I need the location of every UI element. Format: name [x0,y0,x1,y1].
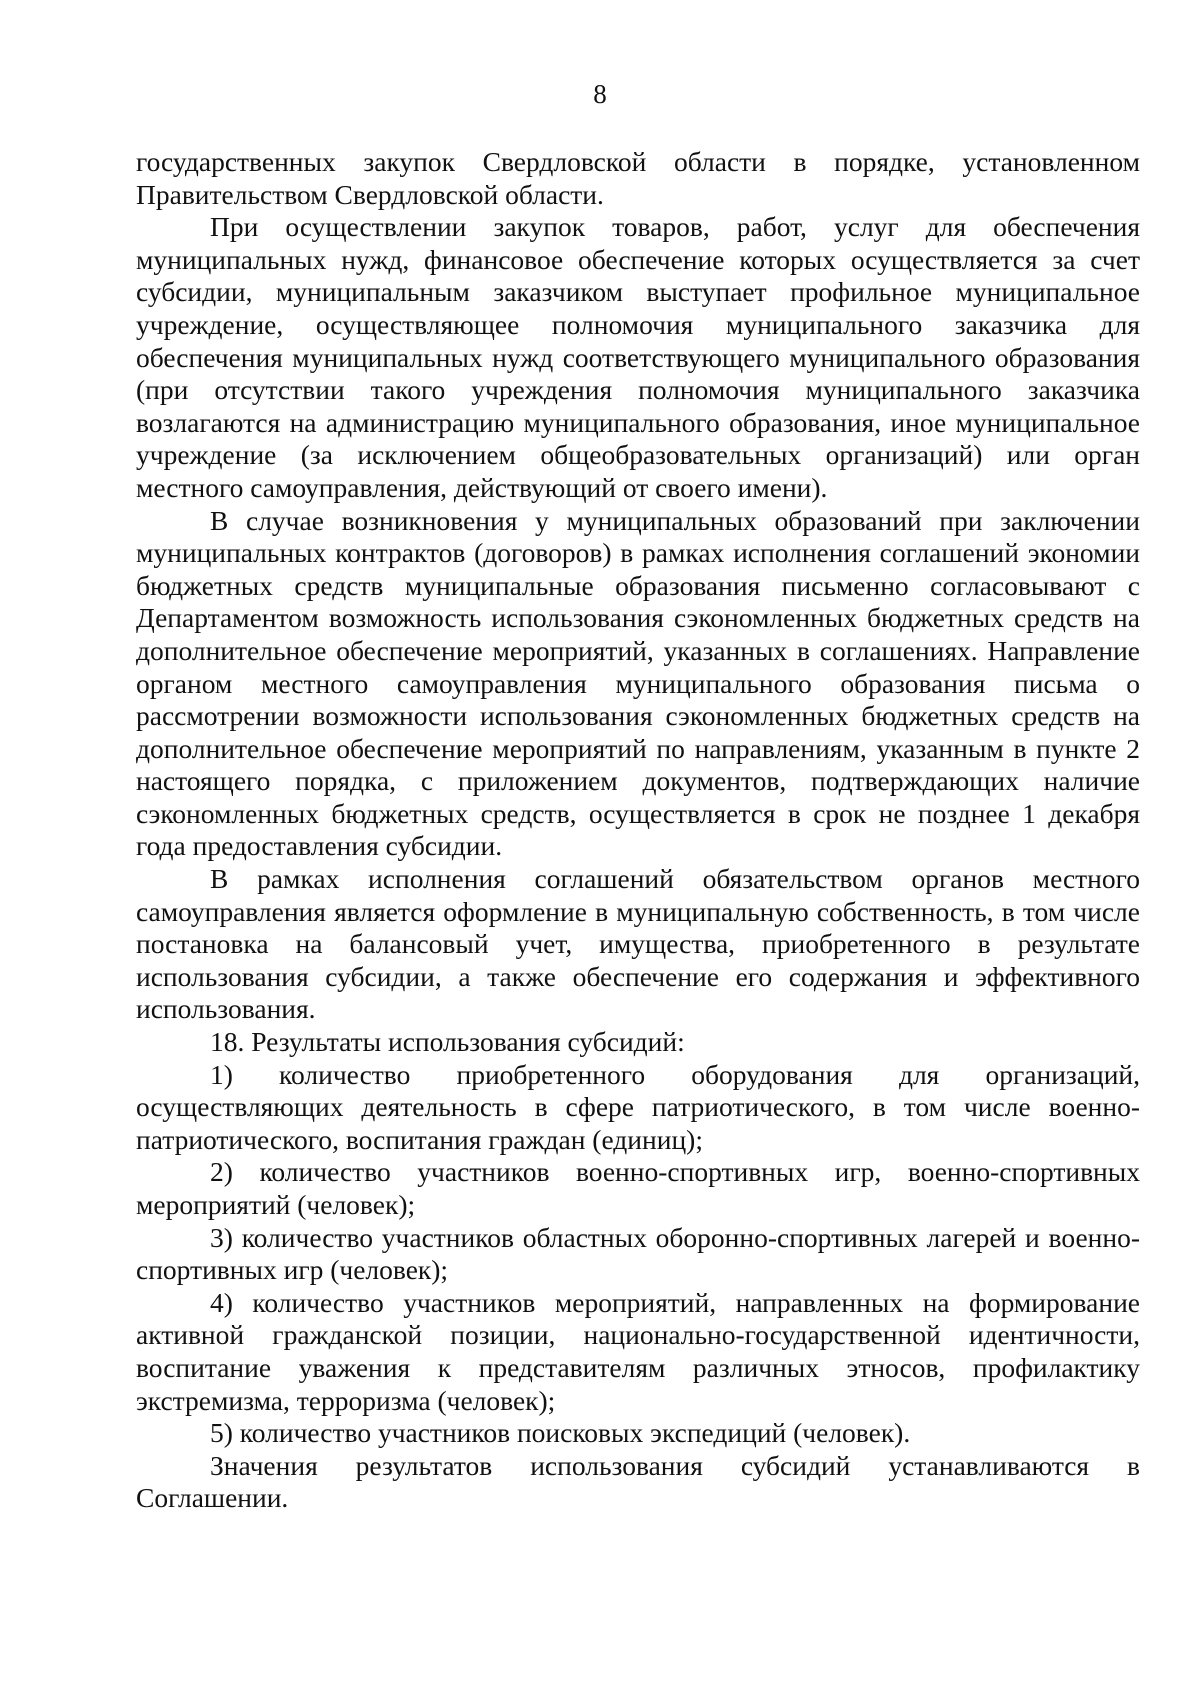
paragraph-continuation: государственных закупок Свердловской области в порядке, установленном Правительством Свердловской области. [136,146,1140,210]
list-item: 5) количество участников поисковых экспедиций (человек). [210,1417,911,1449]
section-18-heading: 18. Результаты использования субсидий: [210,1026,685,1058]
list-item: 1) количество приобретенного оборудования для организаций, осуществляющих деятельность в сфере патриотического, в том числе военно-патриотического, воспитания граждан (единиц); [136,1058,1140,1155]
document-body [136,146,1140,1515]
list-item: 4) количество участников мероприятий, направленных на формирование активной гражданской позиции, национально-государственной идентичности, воспитание уважения к представителям различных этносов, профилактику экстремизма, терроризма (человек); [136,1286,1140,1416]
results-list [136,1059,1140,1450]
paragraph-property: В рамках исполнения соглашений обязательством органов местного самоуправления является оформление в муниципальную собственность, в том числе постановка на балансовый учет, имущества, приобретенного в результате использования субсидии, а также обеспечение его содержания и эффективного использования. [136,863,1140,1025]
list-item: 3) количество участников областных оборонно-спортивных лагерей и военно-спортивных игр (человек); [136,1221,1140,1286]
paragraph-closing: Значения результатов использования субсидий устанавливаются в Соглашении. [136,1449,1140,1514]
paragraph-procurement: При осуществлении закупок товаров, работ, услуг для обеспечения муниципальных нужд, финансовое обеспечение которых осуществляется за счет субсидии, муниципальным заказчиком выступает профильное муниципальное учреждение, осуществляющее полномочия муниципального заказчика для обеспечения муниципальных нужд соответствующего муниципального образования (при отсутствии такого учреждения полномочия муниципального заказчика возлагаются на администрацию муниципального образования, иное муниципальное учреждение (за исключением общеобразовательных организаций) или орган местного самоуправления, действующий от своего имени). [136,211,1140,503]
list-item: 2) количество участников военно-спортивных игр, военно-спортивных мероприятий (человек); [136,1156,1140,1220]
paragraph-savings: В случае возникновения у муниципальных образований при заключении муниципальных контрактов (договоров) в рамках исполнения соглашений экономии бюджетных средств муниципальные образования письменно согласовывают с Департаментом возможность использования сэкономленных бюджетных средств на дополнительное обеспечение мероприятий, указанных в соглашениях. Направление органом местного самоуправления муниципального образования письма о рассмотрении возможности использования сэкономленных бюджетных средств на дополнительное обеспечение мероприятий по направлениям, указанным в пункте 2 настоящего порядка, с приложением документов, подтверждающих наличие сэкономленных бюджетных средств, осуществляется в срок не позднее 1 декабря года предоставления субсидии. [136,504,1140,862]
page-number: 8 [593,79,607,109]
